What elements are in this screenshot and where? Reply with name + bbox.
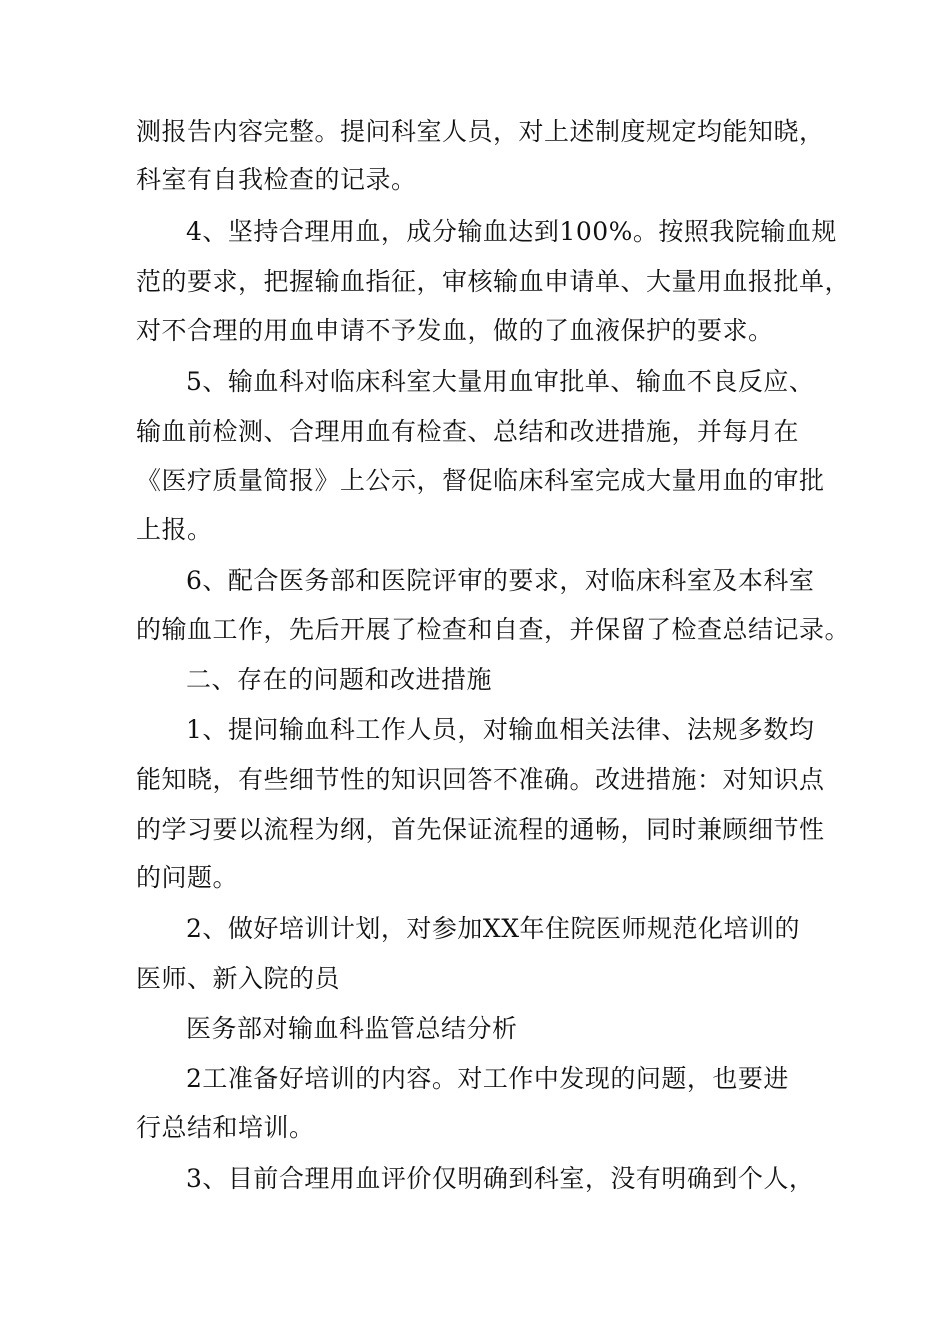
text-line: 的问题。 xyxy=(136,863,239,892)
paragraph-start-line: 2、做好培训计划，对参加XX年住院医师规范化培训的 xyxy=(186,914,801,943)
paragraph-start-line: 5、输血科对临床科室大量用血审批单、输血不良反应、 xyxy=(186,367,815,396)
text-line: 的学习要以流程为纲，首先保证流程的通畅，同时兼顾细节性 xyxy=(136,815,825,844)
text-line: 能知晓，有些细节性的知识回答不准确。改进措施：对知识点 xyxy=(136,765,825,794)
inline-title: 医务部对输血科监管总结分析 xyxy=(186,1014,518,1043)
paragraph-start-line: 6、配合医务部和医院评审的要求，对临床科室及本科室 xyxy=(186,566,815,595)
paragraph-start-line: 2工准备好培训的内容。对工作中发现的问题，也要进 xyxy=(186,1064,789,1093)
paragraph-start-line: 4、坚持合理用血，成分输血达到100%。按照我院输血规 xyxy=(186,217,837,246)
text-line: 测报告内容完整。提问科室人员，对上述制度规定均能知晓， xyxy=(136,117,825,146)
text-line: 医师、新入院的员 xyxy=(136,964,341,993)
section-heading: 二、存在的问题和改进措施 xyxy=(186,665,493,694)
paragraph-start-line: 1、提问输血科工作人员，对输血相关法律、法规多数均 xyxy=(186,715,815,744)
text-line: 的输血工作，先后开展了检查和自查，并保留了检查总结记录。 xyxy=(136,615,851,644)
text-line: 科室有自我检查的记录。 xyxy=(136,165,417,194)
text-line: 对不合理的用血申请不予发血，做的了血液保护的要求。 xyxy=(136,316,774,345)
paragraph-start-line: 3、目前合理用血评价仅明确到科室，没有明确到个人， xyxy=(186,1164,815,1193)
text-line: 输血前检测、合理用血有检查、总结和改进措施，并每月在 xyxy=(136,417,800,446)
text-line: 范的要求，把握输血指征，审核输血申请单、大量用血报批单， xyxy=(136,267,851,296)
text-line: 行总结和培训。 xyxy=(136,1113,315,1142)
text-line: 上报。 xyxy=(136,515,213,544)
text-line: 《医疗质量简报》上公示，督促临床科室完成大量用血的审批 xyxy=(136,466,825,495)
